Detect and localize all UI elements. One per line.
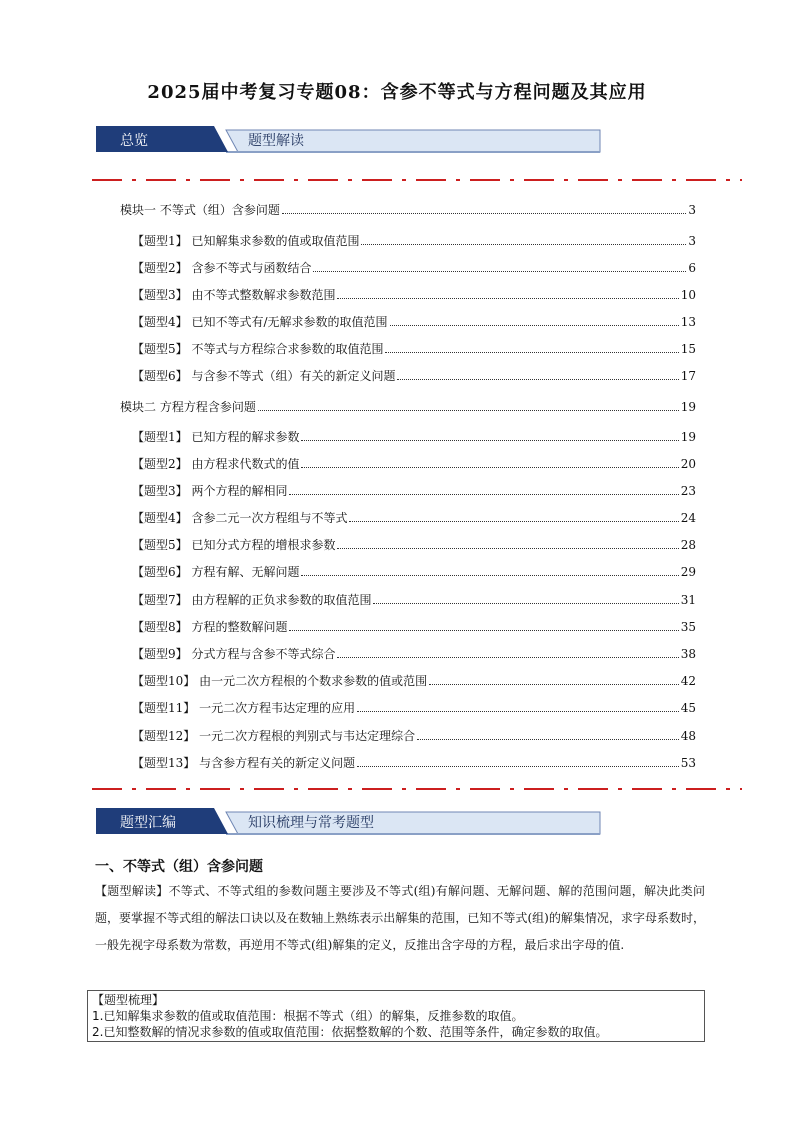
toc-page: 23 [680, 484, 696, 498]
toc-page: 45 [680, 701, 696, 715]
toc-label: 【题型13】 与含参方程有关的新定义问题 [132, 756, 356, 770]
toc-item[interactable] [132, 563, 696, 580]
toc-page: 24 [680, 511, 696, 525]
toc-page: 19 [680, 430, 696, 444]
toc-item[interactable] [132, 509, 696, 526]
toc-label: 【题型10】 由一元二次方程根的个数求参数的值或范围 [132, 674, 428, 688]
toc-item[interactable] [132, 286, 696, 303]
toc-page: 38 [680, 647, 696, 661]
toc-module-2[interactable] [120, 398, 696, 415]
toc-label: 【题型1】 已知方程的解求参数 [132, 430, 300, 444]
toc-page: 3 [688, 203, 696, 217]
toc-label: 【题型2】 由方程求代数式的值 [132, 457, 300, 471]
toc-page: 13 [680, 315, 696, 329]
toc-label: 【题型3】 由不等式整数解求参数范围 [132, 288, 336, 302]
toc-page: 35 [680, 620, 696, 634]
toc-label: 【题型5】 已知分式方程的增根求参数 [132, 538, 336, 552]
toc-page: 10 [680, 288, 696, 302]
toc-item[interactable] [132, 618, 696, 635]
summary-box-title: 【题型梳理】 [92, 993, 165, 1007]
toc-item[interactable] [132, 754, 696, 771]
toc-label: 模块一 不等式（组）含参问题 [120, 203, 280, 217]
toc-item[interactable] [132, 259, 696, 276]
divider-dash-line [92, 786, 742, 792]
toc-item[interactable] [132, 482, 696, 499]
toc-label: 【题型5】 不等式与方程综合求参数的取值范围 [132, 342, 384, 356]
toc-item[interactable] [132, 672, 696, 689]
toc-label: 模块二 方程方程含参问题 [120, 400, 256, 414]
toc-page: 42 [680, 674, 696, 688]
toc-page: 28 [680, 538, 696, 552]
toc-label: 【题型1】 已知解集求参数的值或取值范围 [132, 234, 360, 248]
toc-item[interactable] [132, 645, 696, 662]
toc-module-1[interactable] [120, 201, 696, 218]
toc-page: 19 [680, 400, 696, 414]
summary-line: 1.已知解集求参数的值或取值范围：根据不等式（组）的解集，反推参数的取值。 [92, 1009, 524, 1023]
toc-label: 【题型12】 一元二次方程根的判别式与韦达定理综合 [132, 729, 416, 743]
page-title: 2025届中考复习专题08：含参不等式与方程问题及其应用 [147, 82, 647, 103]
question-type-paragraph: 【题型解读】不等式、不等式组的参数问题主要涉及不等式(组)有解问题、无解问题、解的范围问题，解决此类问题，要掌握不等式组的解法口诀以及在数轴上熟练表示出解集的范围，已知不等式(组)的解集情况，求字母系数时，一般先视字母系数为常数，再逆用不等式(组)解集的定义，反推出含字母的方程，最后求出字母的值. [95, 884, 705, 952]
toc-item[interactable] [132, 591, 696, 608]
toc-label: 【题型4】 含参二元一次方程组与不等式 [132, 511, 348, 525]
knowledge-banner [96, 808, 602, 836]
toc-page: 6 [688, 261, 696, 275]
banner-left-label: 总览 [120, 133, 148, 149]
toc-label: 【题型4】 已知不等式有/无解求参数的取值范围 [132, 315, 388, 329]
section-heading: 一、不等式（组）含参问题 [95, 859, 263, 875]
summary-line: 2.已知整数解的情况求参数的值或取值范围：依据整数解的个数、范围等条件，确定参数的取值。 [92, 1025, 608, 1039]
toc-label: 【题型9】 分式方程与含参不等式综合 [132, 647, 336, 661]
toc-page: 48 [680, 729, 696, 743]
toc-item[interactable] [132, 340, 696, 357]
toc-page: 53 [680, 756, 696, 770]
toc-label: 【题型7】 由方程解的正负求参数的取值范围 [132, 593, 372, 607]
toc-page: 29 [680, 565, 696, 579]
banner-shape-icon [96, 126, 602, 154]
toc-item[interactable] [132, 455, 696, 472]
toc-item[interactable] [132, 699, 696, 716]
toc-label: 【题型6】 与含参不等式（组）有关的新定义问题 [132, 369, 396, 383]
toc-label: 【题型3】 两个方程的解相同 [132, 484, 288, 498]
overview-banner [96, 126, 602, 154]
toc-item[interactable] [132, 232, 696, 249]
banner-right-label: 题型解读 [248, 133, 304, 149]
toc-label: 【题型11】 一元二次方程韦达定理的应用 [132, 701, 356, 715]
toc-item[interactable] [132, 367, 696, 384]
banner-right-label: 知识梳理与常考题型 [248, 815, 374, 831]
toc-page: 3 [688, 234, 696, 248]
toc-label: 【题型2】 含参不等式与函数结合 [132, 261, 312, 275]
toc-page: 15 [680, 342, 696, 356]
toc-item[interactable] [132, 428, 696, 445]
toc-item[interactable] [132, 536, 696, 553]
toc-label: 【题型8】 方程的整数解问题 [132, 620, 288, 634]
divider-dash-line [92, 177, 742, 183]
toc-page: 20 [680, 457, 696, 471]
toc-item[interactable] [132, 727, 696, 744]
toc-page: 17 [680, 369, 696, 383]
summary-box [87, 990, 705, 1042]
toc-page: 31 [680, 593, 696, 607]
toc-item[interactable] [132, 313, 696, 330]
toc-label: 【题型6】 方程有解、无解问题 [132, 565, 300, 579]
banner-left-label: 题型汇编 [120, 815, 176, 831]
